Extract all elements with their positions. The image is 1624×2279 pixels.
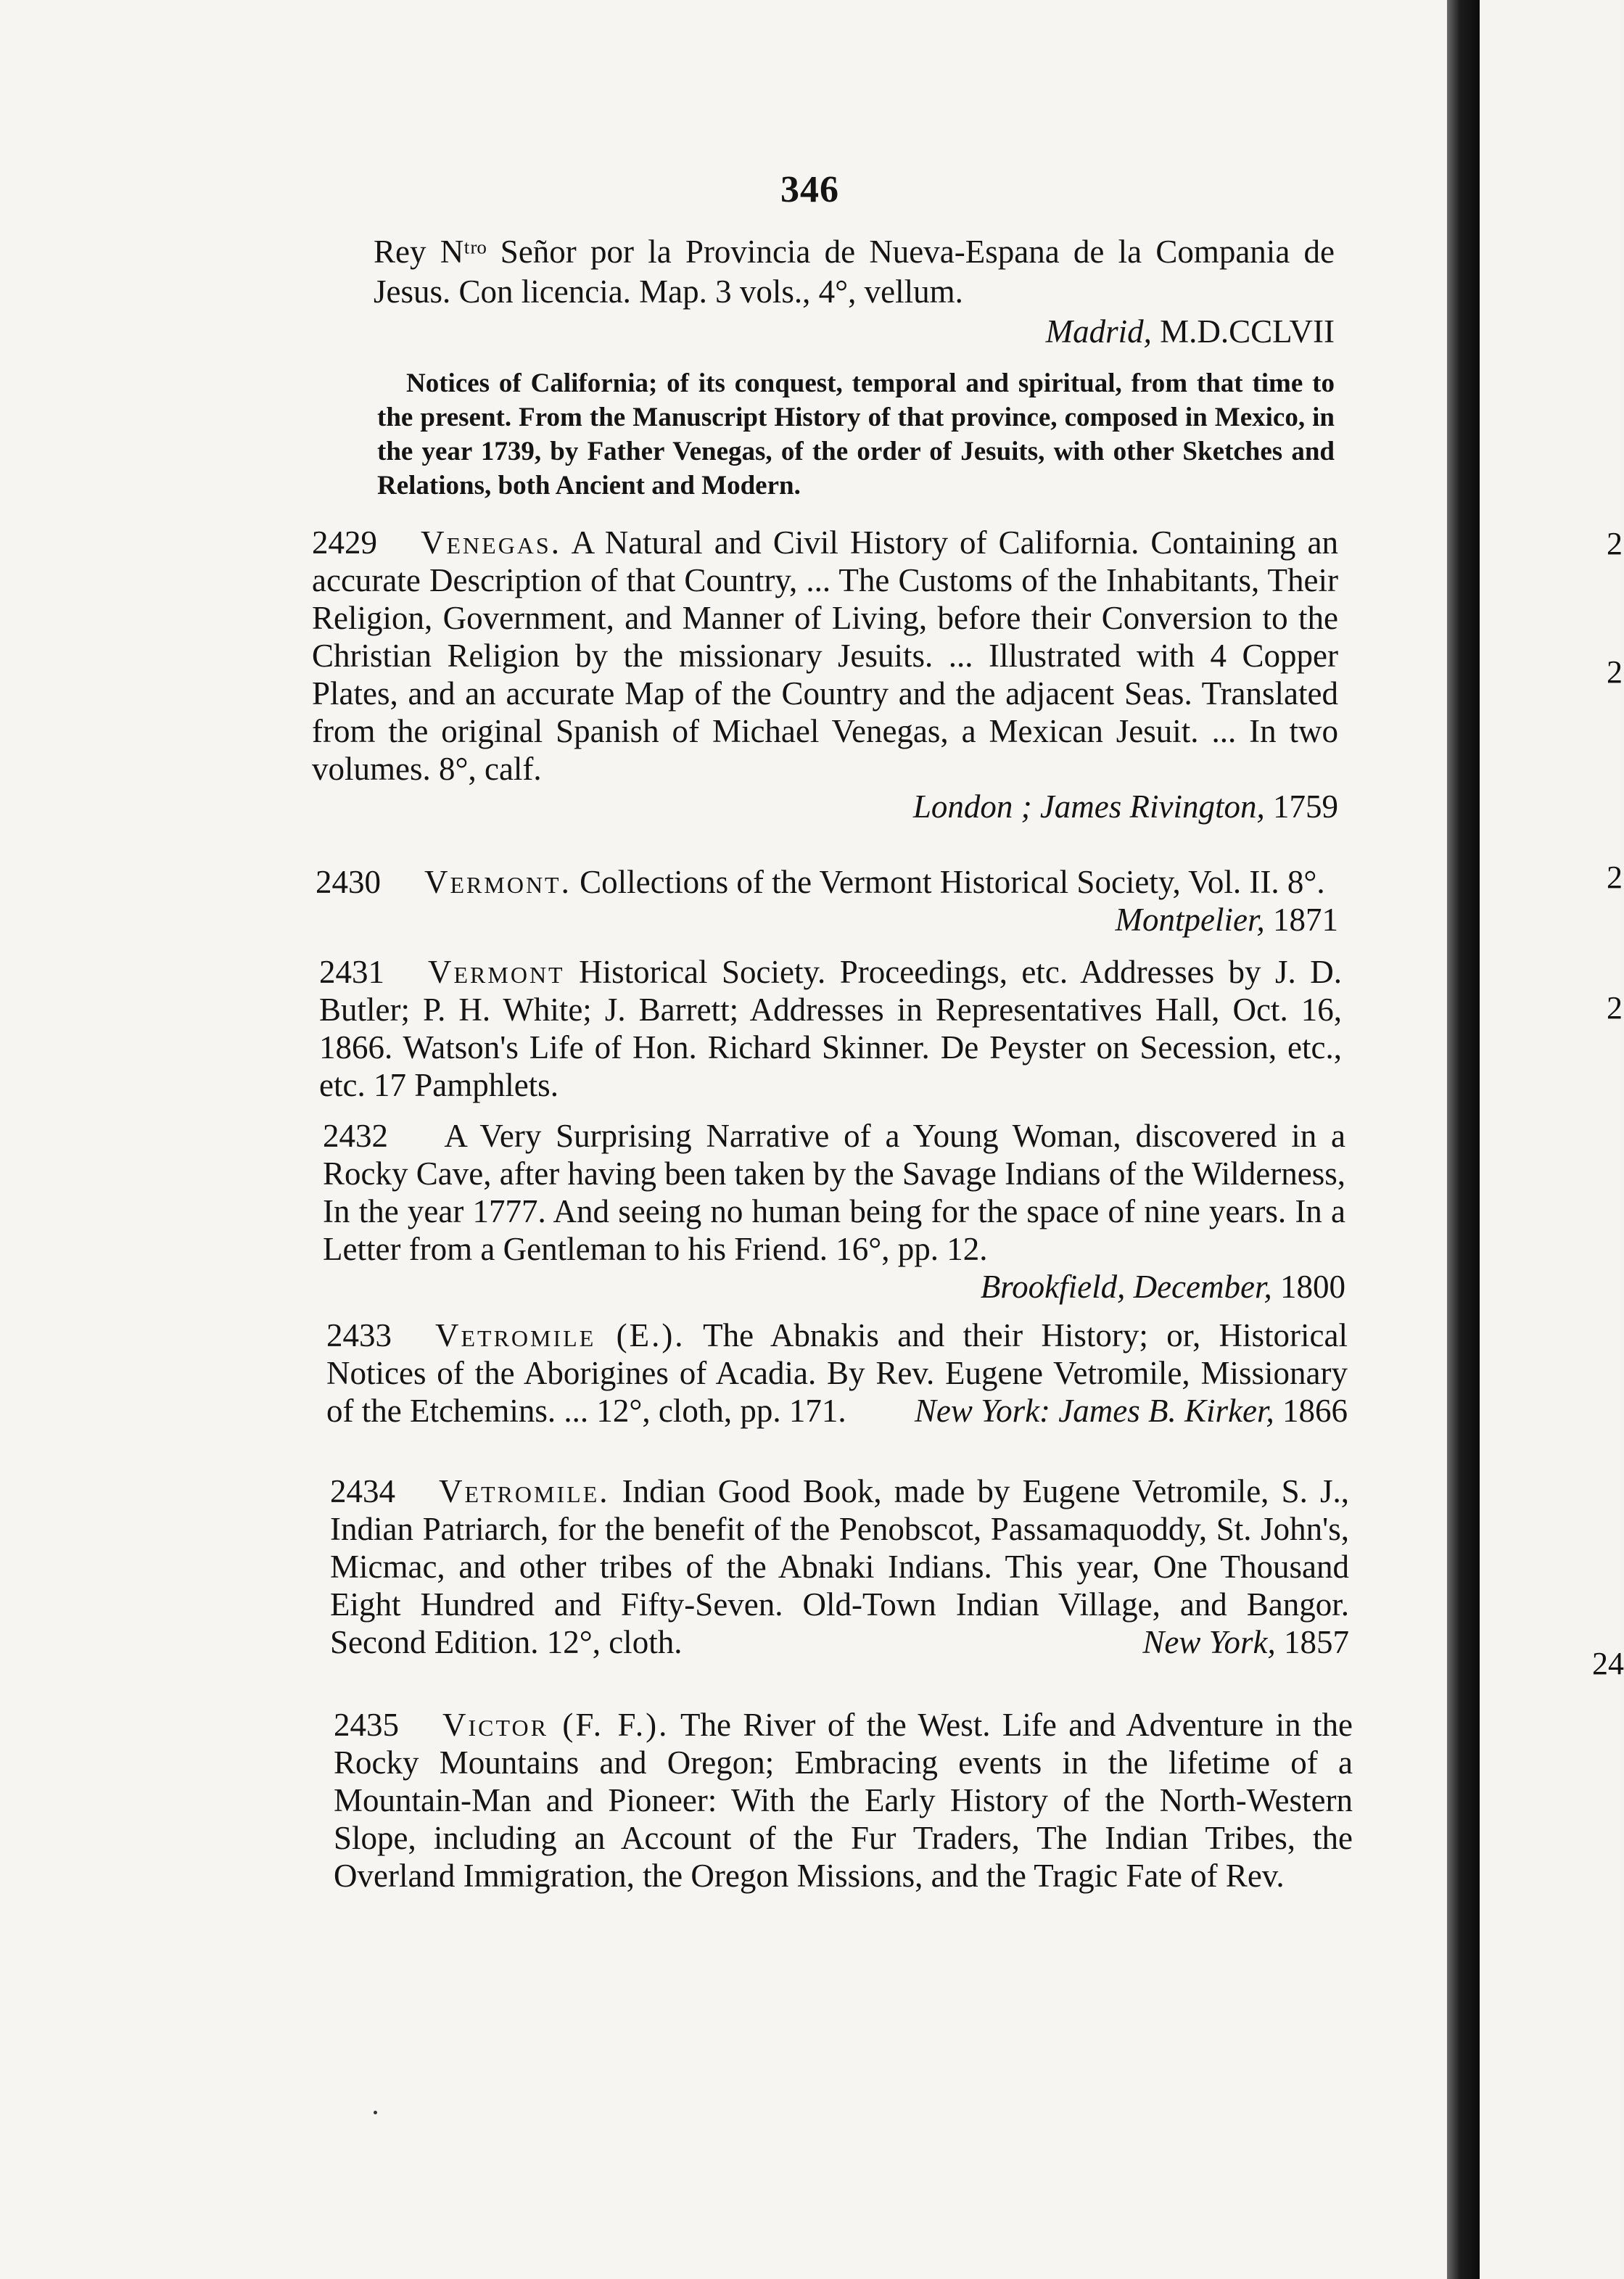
entry-text: A Very Surprising Narrative of a Young Woman, discovered in a Rocky Cave, after having been taken by the Savage Indians of the Wilderness, In the year 1777. And seeing no human being for the space of nine years. In a Letter from a Gentleman to his Friend. 16°, pp. 12. xyxy=(323,1118,1345,1267)
imprint-year: 1759 xyxy=(1273,788,1338,825)
imprint-place: New York: James B. Kirker, xyxy=(914,1393,1274,1429)
imprint-place: New York, xyxy=(1142,1624,1276,1660)
entry-heading: Vermont xyxy=(428,954,565,990)
continued-entry-imprint xyxy=(374,312,1335,352)
page-number: 346 xyxy=(780,169,839,210)
entry-text: The Abnakis and their History; or, Historical Notices of the Aborigines of Acadia. By Rev. Eugene Vetromile, Missionary of the Etchemins. ... 12°, cloth, pp. 171. xyxy=(326,1317,1348,1429)
imprint-place: Madrid, xyxy=(1045,313,1152,350)
facing-page-glyph: 2 xyxy=(1607,860,1623,895)
entry-number: 2433 xyxy=(326,1317,392,1353)
imprint-year: 1866 xyxy=(1282,1393,1348,1429)
entry-imprint xyxy=(312,788,1338,825)
imprint-year: 1800 xyxy=(1280,1269,1345,1305)
notice-paragraph: Notices of California; of its conquest, temporal and spiritual, from that time to the present. From the Manuscript History of that province, composed in Mexico, in the year 1739, by Father Venegas, of the order of Jesuits, with other Sketches and Relations, both Ancient and Modern. xyxy=(377,368,1335,500)
imprint-place: Montpelier, xyxy=(1115,902,1265,938)
entry-text: The River of the West. Life and Adventure in the Rocky Mountains and Oregon; Embracing events in the lifetime of a Mountain-Man and Pioneer: With the Early History of the North-Western Slope, including an Account of the Fur Traders, The Indian Tribes, the Overland Immigration, the Oregon Missions, and the Tragic Fate of Rev. xyxy=(334,1707,1353,1894)
entry-imprint xyxy=(1142,1623,1349,1661)
facing-page-glyph: 2 xyxy=(1607,990,1623,1026)
imprint-year: 1871 xyxy=(1273,902,1338,938)
catalog-entry xyxy=(312,524,1338,825)
catalog-entry xyxy=(326,1316,1348,1430)
entry-number: 2432 xyxy=(323,1118,388,1154)
entry-text: Historical Society. Proceedings, etc. Addresses by J. D. Butler; P. H. White; J. Barrett; Addresses in Representatives Hall, Oct. 16, 1866. Watson's Life of Hon. Richard Skinner. De Peyster on Secession, etc., etc. 17 Pamphlets. xyxy=(319,954,1342,1103)
entry-heading: Victor (F. F.). xyxy=(442,1707,669,1743)
ink-speck xyxy=(374,2111,377,2114)
entry-text: Indian Good Book, made by Eugene Vetromile, S. J., Indian Patriarch, for the benefit of the Penobscot, Passamaquoddy, St. John's, Micmac, and other tribes of the Abnaki Indians. This year, One Thousand Eight Hundred and Fifty-Seven. Old-Town Indian Village, and Bangor. Second Edition. 12°, cloth. xyxy=(330,1473,1349,1660)
entry-number: 2434 xyxy=(330,1473,395,1509)
catalog-entry xyxy=(330,1472,1349,1661)
imprint-year: 1857 xyxy=(1284,1624,1349,1660)
catalog-entry xyxy=(316,863,1338,939)
book-gutter xyxy=(1447,0,1480,2279)
entry-number: 2429 xyxy=(312,524,377,561)
entry-heading: Vetromile (E.). xyxy=(435,1317,685,1353)
imprint-place: Brookfield, December, xyxy=(980,1269,1272,1305)
entry-text: Collections of the Vermont Historical Society, Vol. II. 8°. xyxy=(580,864,1325,900)
entry-number: 2431 xyxy=(319,954,384,990)
facing-page-glyph: 2 xyxy=(1607,526,1623,561)
continued-entry xyxy=(374,232,1335,352)
facing-page-glyph: 24 xyxy=(1592,1646,1624,1681)
entry-imprint xyxy=(981,1268,1345,1306)
entry-number: 2430 xyxy=(316,864,381,900)
imprint-place: London ; James Rivington, xyxy=(912,788,1265,825)
catalog-entry xyxy=(323,1117,1345,1306)
facing-page-edge xyxy=(1480,0,1620,2279)
entry-imprint xyxy=(915,1392,1348,1430)
entry-number: 2435 xyxy=(334,1707,399,1743)
entry-imprint xyxy=(1116,901,1338,939)
entry-heading: Vermont. xyxy=(424,864,572,900)
imprint-year: M.D.CCLVII xyxy=(1160,313,1335,350)
catalog-entry xyxy=(334,1706,1353,1895)
facing-page-glyph: 2 xyxy=(1607,654,1623,690)
entry-heading: Venegas. xyxy=(421,524,561,561)
catalog-entry xyxy=(319,953,1342,1104)
entry-heading: Vetromile. xyxy=(439,1473,610,1509)
continued-entry-text: Rey Nᵗʳᵒ Señor por la Provincia de Nueva-Espana de la Compania de Jesus. Con licencia. Map. 3 vols., 4°, vellum. xyxy=(374,234,1335,310)
entry-text: A Natural and Civil History of California. Containing an accurate Description of that Country, ... The Customs of the Inhabitants, Their Religion, Government, and Manner of Living, before their Conversion to the Christian Religion by the missionary Jesuits. ... Illustrated with 4 Copper Plates, and an accurate Map of the Country and the adjacent Seas. Translated from the original Spanish of Michael Venegas, a Mexican Jesuit. ... In two volumes. 8°, calf. xyxy=(312,524,1338,787)
